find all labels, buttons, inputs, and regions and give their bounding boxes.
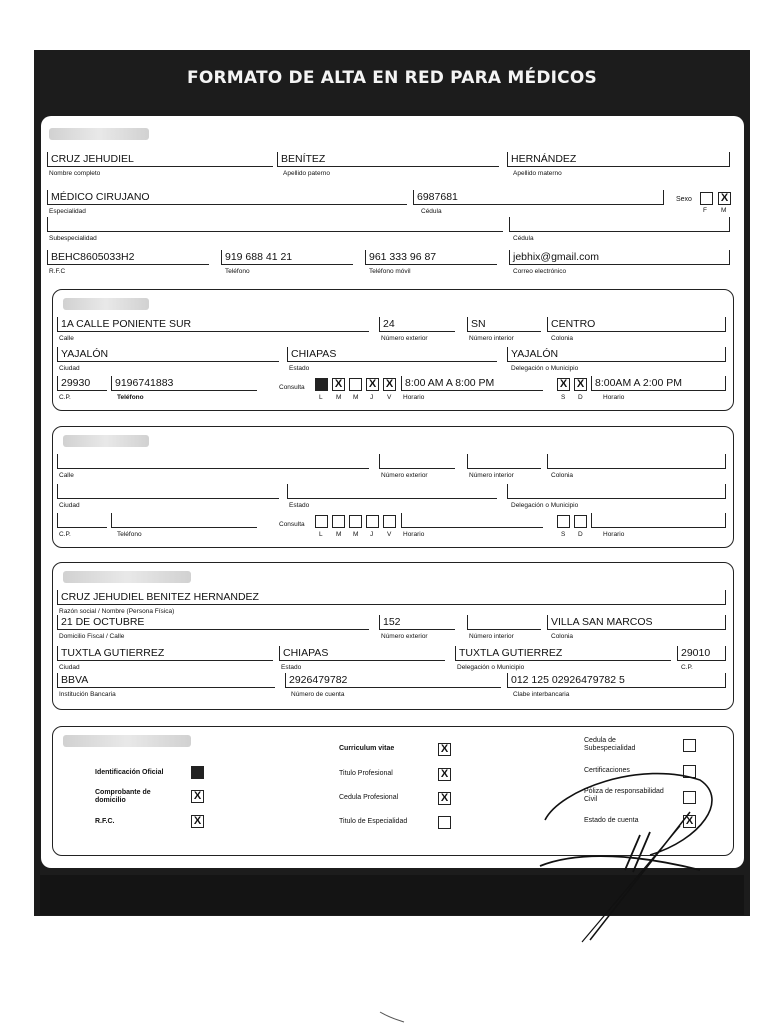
label-dia: M [336, 394, 342, 401]
fiscal-num-ext-field: 152 [379, 615, 455, 630]
label-ciudad: Ciudad [59, 502, 80, 509]
fiscal-delegacion-field: TUXTLA GUTIERREZ [455, 646, 671, 661]
banco-field: BBVA [57, 673, 275, 688]
label-razon-social: Razón social / Nombre (Persona Física) [59, 608, 175, 615]
c1-cp-field: 29930 [57, 376, 107, 391]
doc-estado-cuenta-checkbox[interactable]: X [683, 815, 696, 828]
nombre-field: CRUZ JEHUDIEL [47, 152, 273, 167]
label-ciudad: Ciudad [59, 664, 80, 671]
label-estado: Estado [289, 502, 310, 509]
c1-horario-sd-field: 8:00AM A 2:00 PM [591, 376, 726, 391]
doc-curriculum-checkbox[interactable]: X [438, 743, 451, 756]
label-telefono: Teléfono [225, 268, 250, 275]
label-dia: M [353, 531, 359, 538]
label-dia: J [370, 394, 374, 401]
c1-dia-d-checkbox[interactable]: X [574, 378, 587, 391]
c1-num-int-field: SN [467, 317, 541, 332]
doc-label: Titulo Profesional [339, 770, 393, 777]
label-horario: Horario [403, 394, 425, 401]
c1-colonia-field: CENTRO [547, 317, 726, 332]
label-horario: Horario [603, 531, 625, 538]
doc-label: Cedula Profesional [339, 794, 399, 801]
label-num-ext: Número exterior [381, 472, 428, 479]
label-telefono: Teléfono [117, 394, 144, 401]
doc-label: Comprobante de domicilio [95, 789, 151, 804]
label-num-int: Número interior [469, 472, 514, 479]
label-colonia: Colonia [551, 472, 574, 479]
doc-label: Certificaciones [584, 767, 630, 774]
label-num-int: Número interior [469, 633, 514, 640]
razon-social-field: CRUZ JEHUDIEL BENITEZ HERNANDEZ [57, 590, 726, 605]
label-dia: D [578, 394, 583, 401]
telefono-movil-field: 961 333 96 87 [365, 250, 497, 265]
label-estado: Estado [281, 664, 302, 671]
fiscal-estado-field: CHIAPAS [279, 646, 445, 661]
label-dia: V [387, 394, 392, 401]
label-num-ext: Número exterior [381, 335, 428, 342]
c1-num-ext-field: 24 [379, 317, 455, 332]
c1-delegacion-field: YAJALÓN [507, 347, 726, 362]
doc-label: Curriculum vitae [339, 745, 395, 752]
label-especialidad: Especialidad [49, 208, 86, 215]
doc-cedula-checkbox[interactable]: X [438, 792, 451, 805]
cedula-field: 6987681 [413, 190, 664, 205]
doc-label: Póliza de responsabilidad Civil [584, 788, 664, 803]
label-telefono-movil: Teléfono móvil [369, 268, 411, 275]
label-dia: L [319, 531, 323, 538]
label-cedula: Cédula [421, 208, 442, 215]
sexo-m-checkbox[interactable]: X [718, 192, 731, 205]
label-apellido-materno: Apellido materno [513, 170, 562, 177]
label-delegacion: Delegación o Municipio [511, 502, 579, 509]
c1-dia-s-checkbox[interactable]: X [557, 378, 570, 391]
c1-dia-j-checkbox[interactable]: X [366, 378, 379, 391]
label-cp: C.P. [59, 394, 71, 401]
numero-cuenta-field: 2926479782 [285, 673, 501, 688]
apellido-paterno-field: BENÍTEZ [277, 152, 499, 167]
label-cp: C.P. [681, 664, 693, 671]
label-telefono: Teléfono [117, 531, 142, 538]
label-calle: Calle [59, 335, 74, 342]
label-horario: Horario [403, 531, 425, 538]
label-cedula2: Cédula [513, 235, 534, 242]
fiscal-ciudad-field: TUXTLA GUTIERREZ [57, 646, 273, 661]
especialidad-field: MÉDICO CIRUJANO [47, 190, 407, 205]
doc-label: R.F.C. [95, 818, 115, 825]
label-calle: Calle [59, 472, 74, 479]
doc-comprobante-checkbox[interactable]: X [191, 790, 204, 803]
c1-dia-v-checkbox[interactable]: X [383, 378, 396, 391]
label-num-ext: Número exterior [381, 633, 428, 640]
fiscal-calle-field: 21 DE OCTUBRE [57, 615, 369, 630]
label-dia: M [336, 531, 342, 538]
apellido-materno-field: HERNÁNDEZ [507, 152, 730, 167]
label-dia: J [370, 531, 374, 538]
label-num-int: Número interior [469, 335, 514, 342]
rfc-field: BEHC8605033H2 [47, 250, 209, 265]
label-dia: D [578, 531, 583, 538]
c1-estado-field: CHIAPAS [287, 347, 497, 362]
clabe-field: 012 125 02926479782 5 [507, 673, 726, 688]
c1-calle-field: 1A CALLE PONIENTE SUR [57, 317, 369, 332]
label-delegacion: Delegación o Municipio [511, 365, 579, 372]
label-f: F [703, 207, 707, 214]
label-sexo: Sexo [676, 196, 692, 203]
label-numero-cuenta: Número de cuenta [291, 691, 345, 698]
label-subespecialidad: Subespecialidad [49, 235, 97, 242]
telefono-field: 919 688 41 21 [221, 250, 353, 265]
c1-ciudad-field: YAJALÓN [57, 347, 279, 362]
doc-label: Estado de cuenta [584, 817, 639, 824]
label-horario: Horario [603, 394, 625, 401]
label-dia: V [387, 531, 392, 538]
label-consulta: Consulta [279, 384, 305, 391]
doc-rfc-checkbox[interactable]: X [191, 815, 204, 828]
label-ciudad: Ciudad [59, 365, 80, 372]
label-cp: C.P. [59, 531, 71, 538]
label-institucion: Institución Bancaria [59, 691, 116, 698]
c1-dia-m-checkbox[interactable]: X [332, 378, 345, 391]
c1-horario-lv-field: 8:00 AM A 8:00 PM [401, 376, 543, 391]
label-delegacion: Delegación o Municipio [457, 664, 525, 671]
label-dia: M [353, 394, 359, 401]
label-dia: S [561, 394, 566, 401]
doc-label: Identificación Oficial [95, 769, 164, 776]
label-estado: Estado [289, 365, 310, 372]
label-m: M [721, 207, 727, 214]
label-rfc: R.F.C [49, 268, 66, 275]
label-dia: L [319, 394, 323, 401]
correo-field: jebhix@gmail.com [509, 250, 730, 265]
label-apellido-paterno: Apellido paterno [283, 170, 330, 177]
doc-label: Titulo de Especialidad [339, 818, 408, 825]
label-colonia: Colonia [551, 633, 574, 640]
fiscal-cp-field: 29010 [677, 646, 726, 661]
label-nombre: Nombre completo [49, 170, 101, 177]
label-consulta: Consulta [279, 521, 305, 528]
form-title: FORMATO DE ALTA EN RED PARA MÉDICOS [187, 68, 597, 88]
label-clabe: Clabe interbancaria [513, 691, 570, 698]
label-colonia: Colonia [551, 335, 574, 342]
doc-titulo-checkbox[interactable]: X [438, 768, 451, 781]
label-dia: S [561, 531, 566, 538]
label-correo: Correo electrónico [513, 268, 567, 275]
fiscal-colonia-field: VILLA SAN MARCOS [547, 615, 726, 630]
label-domicilio-fiscal: Domicilio Fiscal / Calle [59, 633, 125, 640]
doc-label: Cedula de Subespecialidad [584, 737, 636, 752]
c1-telefono-field: 9196741883 [111, 376, 257, 391]
